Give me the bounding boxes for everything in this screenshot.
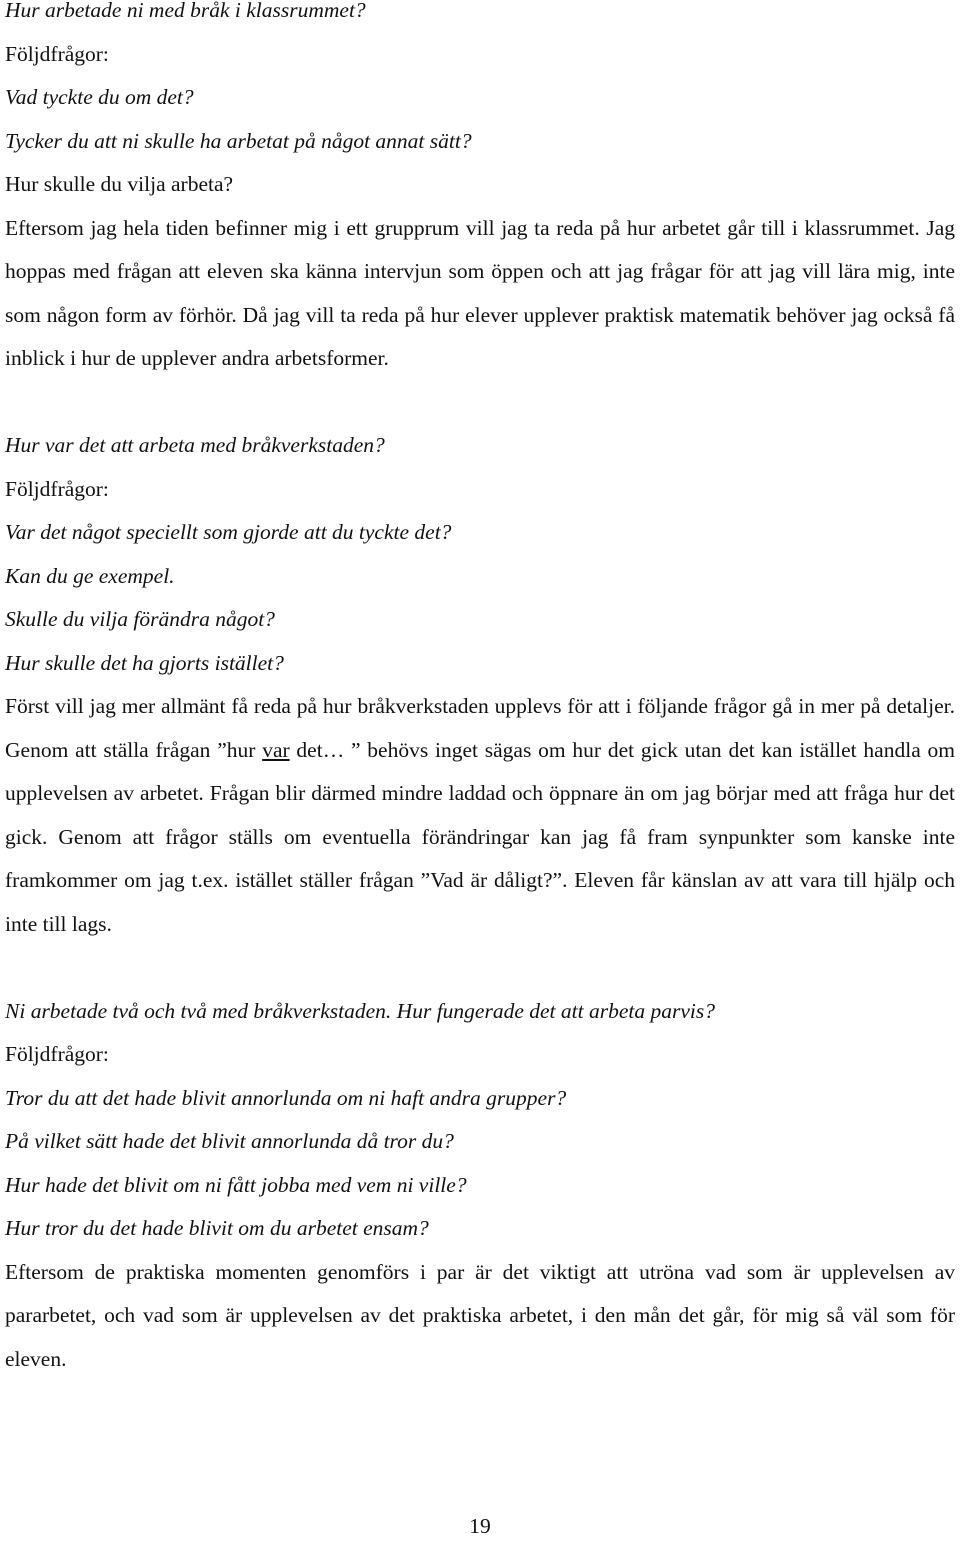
explanation-paragraph [5, 685, 955, 946]
followup-question: Tycker du att ni skulle ha arbetat på något annat sätt? [5, 128, 472, 153]
page-number: 19 [469, 1514, 491, 1538]
document-page [5, 0, 955, 1381]
interview-question: Ni arbetade två och två med bråkverkstaden. Hur fungerade det att arbeta parvis? [5, 998, 715, 1023]
interview-question: Hur arbetade ni med bråk i klassrummet? [5, 0, 366, 22]
paragraph-text: det… ” behövs inget sägas om hur det gick utan det kan istället handla om upplevelsen av arbetet. Frågan blir därmed mindre laddad och öppnare än om jag börjar med att fråga hur det gick. Genom att frågor ställs om eventuella förändringar kan jag få fram synpunkter som kanske inte framkommer om jag t.ex. istället ställer frågan ”Vad är dåligt?”. Eleven får känslan av att vara till hjälp och inte till lags. [5, 737, 956, 936]
followup-question: Vad tyckte du om det? [5, 85, 194, 109]
followup-question: Tror du att det hade blivit annorlunda om ni haft andra grupper? [5, 1085, 567, 1110]
followup-label: Följdfrågor: [5, 476, 109, 501]
followup-question: På vilket sätt hade det blivit annorlunda då tror du? [5, 1129, 454, 1153]
explanation-paragraph: Eftersom jag hela tiden befinner mig i ett grupprum vill jag ta reda på hur arbetet går till i klassrummet. Jag hoppas med frågan att eleven ska känna intervjun som öppen och att jag frågar för att jag vill lära mig, inte som någon form av förhör. Då jag vill ta reda på hur elever upplever praktisk matematik behöver jag också få inblick i hur de upplever andra arbetsformer. [5, 215, 955, 370]
explanation-paragraph: Eftersom de praktiska momenten genomförs i par är det viktigt att utröna vad som är upplevelsen av pararbetet, och vad som är upplevelsen av det praktiska arbetet, i den mån det går, för mig så väl som för eleven. [5, 1259, 955, 1371]
followup-question: Var det något speciellt som gjorde att du tyckte det? [5, 520, 452, 544]
interview-question: Hur var det att arbeta med bråkverkstaden? [5, 433, 385, 457]
followup-question: Hur tror du det hade blivit om du arbetet ensam? [5, 1216, 429, 1240]
followup-question: Hur hade det blivit om ni fått jobba med vem ni ville? [5, 1172, 467, 1197]
followup-question: Kan du ge exempel. [5, 563, 175, 588]
followup-question: Hur skulle det ha gjorts istället? [5, 650, 284, 675]
followup-question: Hur skulle du vilja arbeta? [5, 172, 234, 196]
followup-question: Skulle du vilja förändra något? [5, 607, 275, 631]
followup-label: Följdfrågor: [5, 1042, 109, 1066]
underlined-word: var [262, 737, 290, 762]
paragraph-text: Först vill jag mer allmänt få reda på hur bråkverkstaden upplevs för att i följande frågor gå in mer på detaljer. Genom att ställa frågan ”hur [5, 694, 955, 762]
followup-label: Följdfrågor: [5, 41, 109, 66]
